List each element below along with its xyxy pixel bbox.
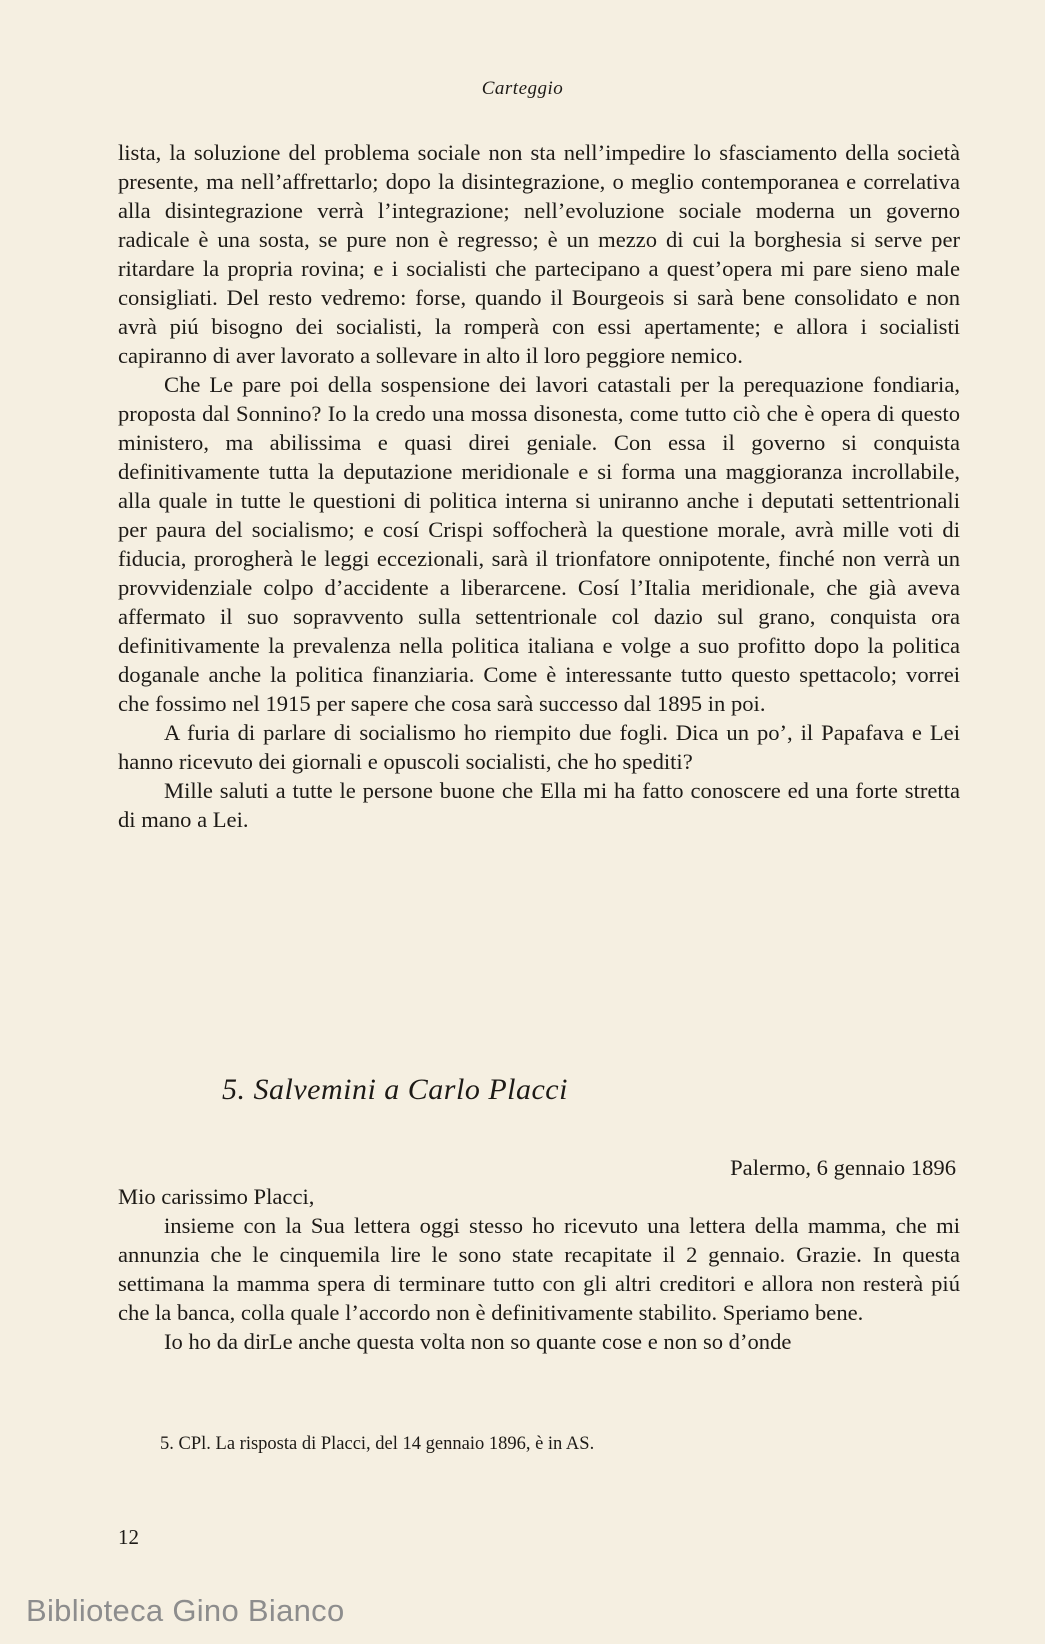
paragraph: Mille saluti a tutte le persone buone che Ella mi ha fatto conoscere ed una forte stretta di mano a Lei. <box>118 778 960 832</box>
date-line: Palermo, 6 gennaio 1896 <box>730 1155 956 1180</box>
watermark: Biblioteca Gino Bianco <box>26 1593 345 1628</box>
letter <box>118 1153 960 1356</box>
paragraph: A furia di parlare di socialismo ho riempito due fogli. Dica un po’, il Papafava e Lei hanno ricevuto dei giornali e opuscoli socialisti, che ho spediti? <box>118 720 960 774</box>
paragraph: lista, la soluzione del problema sociale non sta nell’impedire lo sfasciamento della società presente, ma nell’affrettarlo; dopo la disintegrazione, o meglio contemporanea e correlativa alla disintegrazione verrà l’integrazione; nell’evoluzione sociale moderna un governo radicale è una sosta, se pure non è regresso; è un mezzo di cui la borghesia si serve per ritardare la propria rovina; e i socialisti che partecipano a quest’opera mi pare sieno male consigliati. Del resto vedremo: forse, quando il Bourgeois si sarà bene consolidato e non avrà piú bisogno dei socialisti, la romperà con essi apertamente; e allora i socialisti capiranno di aver lavorato a sollevare in alto il loro peggiore nemico. <box>118 140 960 368</box>
footnote: 5. CPl. La risposta di Placci, del 14 gennaio 1896, è in AS. <box>160 1434 595 1454</box>
page-number: 12 <box>118 1525 139 1549</box>
section-title: 5. Salvemini a Carlo Placci <box>222 1073 568 1106</box>
letter-continuation <box>118 138 960 834</box>
paragraph: Che Le pare poi della sospensione dei lavori catastali per la perequazione fondiaria, proposta dal Sonnino? Io la credo una mossa disonesta, come tutto ciò che è opera di questo ministero, ma abilissima e quasi direi geniale. Con essa il governo si conquista definitivamente tutta la deputazione meridionale e si forma una maggioranza incrollabile, alla quale in tutte le questioni di politica interna si uniranno anche i deputati settentrionali per paura del socialismo; e cosí Crispi soffocherà la questione morale, avrà mille voti di fiducia, prorogherà le leggi eccezionali, sarà il trionfatore onnipotente, finché non verrà un provvidenziale colpo d’accidente a liberarcene. Cosí l’Italia meridionale, che già aveva affermato il suo sopravvento sulla settentrionale col dazio sul grano, conquista ora definitivamente la prevalenza nella politica italiana e volge a suo profitto dopo la politica doganale anche la politica finanziaria. Come è interessante tutto questo spettacolo; vorrei che fossimo nel 1915 per sapere che cosa sarà successo dal 1895 in poi. <box>118 372 960 716</box>
paragraph: insieme con la Sua lettera oggi stesso ho ricevuto una lettera della mamma, che mi annunzia che le cinquemila lire le sono state recapitate il 2 gennaio. Grazie. In questa settimana la mamma spera di terminare tutto con gli altri creditori e allora non resterà piú che la banca, colla quale l’accordo non è definitivamente stabilito. Speriamo bene. <box>118 1213 960 1325</box>
running-head: Carteggio <box>481 78 564 99</box>
paragraph: Io ho da dirLe anche questa volta non so quante cose e non so d’onde <box>164 1329 792 1354</box>
salutation: Mio carissimo Placci, <box>118 1184 315 1209</box>
